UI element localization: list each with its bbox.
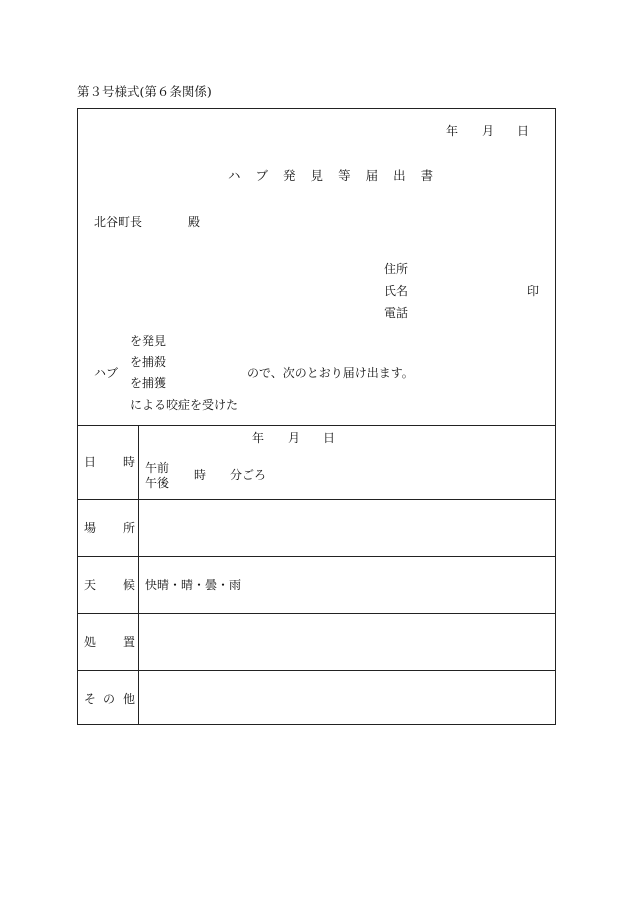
title-char: 出 xyxy=(393,168,406,183)
addressee-name: 北谷町長 xyxy=(94,215,143,229)
row-label-disposal: 処 xyxy=(84,635,97,649)
addressee-honorific: 殿 xyxy=(188,215,201,229)
statement-subject: ハブ xyxy=(94,366,119,380)
table-top-border xyxy=(78,425,555,426)
header-date-year: 年 xyxy=(446,124,459,138)
statement-option-captured: を捕獲 xyxy=(130,376,167,390)
row-label-weather: 候 xyxy=(123,578,136,592)
seal-label: 印 xyxy=(527,284,540,298)
title-char: 等 xyxy=(338,168,351,183)
row-divider xyxy=(78,556,555,557)
weather-options: 快晴・晴・曇・雨 xyxy=(145,578,242,592)
address-label: 住所 xyxy=(384,262,409,276)
statement-option-bitten: による咬症を受けた xyxy=(130,398,239,412)
header-date-month: 月 xyxy=(482,124,495,138)
statement-option-found: を発見 xyxy=(130,334,167,348)
row-label-place: 所 xyxy=(123,521,136,535)
title-char: ブ xyxy=(255,168,269,183)
datetime-hour: 時 xyxy=(194,468,207,482)
row-label-other: の xyxy=(103,692,116,706)
header-date-day: 日 xyxy=(517,124,530,138)
title-char: 発 xyxy=(283,168,296,183)
row-label-other: そ xyxy=(84,692,97,706)
row-divider xyxy=(78,670,555,671)
name-label: 氏名 xyxy=(384,284,409,298)
title-char: 届 xyxy=(365,168,379,183)
datetime-day: 日 xyxy=(323,431,336,445)
row-divider xyxy=(78,499,555,500)
statement-suffix: ので、次のとおり届け出ます。 xyxy=(247,366,414,380)
form-number-label: 第３号様式(第６条関係) xyxy=(77,84,212,99)
row-label-other: 他 xyxy=(123,692,136,706)
row-divider xyxy=(78,613,555,614)
datetime-am: 午前 xyxy=(145,461,170,475)
datetime-minute: 分ごろ xyxy=(230,468,267,482)
row-label-datetime: 日 xyxy=(84,455,97,469)
datetime-year: 年 xyxy=(252,431,265,445)
phone-label: 電話 xyxy=(384,306,409,320)
title-char: ハ xyxy=(228,168,241,183)
label-column-divider xyxy=(138,425,139,724)
title-char: 見 xyxy=(310,168,324,183)
row-label-place: 場 xyxy=(84,521,97,535)
row-label-datetime: 時 xyxy=(123,455,136,469)
row-label-weather: 天 xyxy=(84,578,97,592)
row-label-disposal: 置 xyxy=(123,635,136,649)
title-char: 書 xyxy=(420,168,434,183)
datetime-pm: 午後 xyxy=(145,476,170,490)
datetime-month: 月 xyxy=(288,431,301,445)
statement-option-killed: を捕殺 xyxy=(130,355,167,369)
form-title xyxy=(228,170,448,183)
notification-form xyxy=(77,108,556,725)
